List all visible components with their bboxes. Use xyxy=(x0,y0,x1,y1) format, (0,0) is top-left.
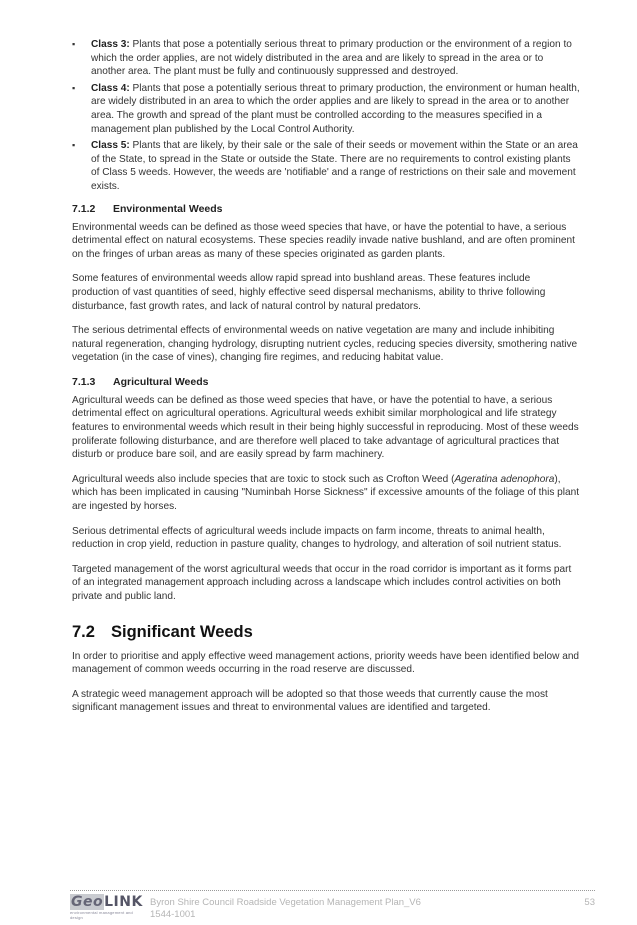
paragraph: A strategic weed management approach will be adopted so that those weeds that currently cause the most significant management issues and threat to environmental values are identified and targeted. xyxy=(72,688,548,714)
section-number: 7.2 xyxy=(72,622,95,641)
section-title: Significant Weeds xyxy=(111,622,253,641)
logo-wordmark xyxy=(70,894,143,910)
footer-document-info xyxy=(150,897,421,920)
section-title: Environmental Weeds xyxy=(113,202,223,215)
class-label: Class 3: xyxy=(91,39,130,50)
logo-tagline: environmental management and design xyxy=(70,910,133,920)
list-item xyxy=(72,38,580,79)
text-run: ), which has been implicated in causing "Numinbah Horse Sickness" if excessive amounts of the foliage of this plant are ingested by horses. xyxy=(72,473,580,513)
section-heading-agricultural-weeds xyxy=(72,376,580,389)
class-label: Class 4: xyxy=(91,82,130,94)
class-description: Plants that pose a potentially serious threat to primary production, the environment or human health, are widely distributed in an area to which the order applies and are likely to spread in the area or to another area. The growth and spread of the plant must be controlled according to the measures specified in a management plan published by the Local Control Authority. xyxy=(91,82,580,135)
section-heading-environmental-weeds xyxy=(72,203,580,216)
paragraph: The serious detrimental effects of environmental weeds on native vegetation are many and include inhibiting natural regeneration, changing hydrology, disrupting nutrient cycles, reducing species diversity, smothering native vegetation (in the case of vines), changing fire regimes, and reducing habitat value. xyxy=(72,325,578,364)
list-item xyxy=(72,82,580,136)
bullet-icon: ▪ xyxy=(72,82,76,93)
class-description: Plants that are likely, by their sale or the sale of their seeds or movement within the State or an area of the State, to spread in the State or outside the State. There are no requirements to control existing plants of Class 5 weeds. However, the weeds are 'notifiable' and a range of restrictions on their sale and movement exists. xyxy=(91,140,578,192)
bullet-icon: ▪ xyxy=(72,140,76,151)
page-number: 53 xyxy=(584,897,595,908)
bullet-icon: ▪ xyxy=(72,39,76,49)
paragraph xyxy=(72,473,580,514)
species-name: Ageratina adenophora xyxy=(454,473,555,485)
document-title: Byron Shire Council Roadside Vegetation Management Plan_V6 xyxy=(150,897,421,908)
weed-class-list xyxy=(72,38,580,194)
paragraph: Environmental weeds can be defined as those weed species that have, or have the potential to have, a serious detrimental effect on natural ecosystems. These species readily invade native bushland, and are often prominent on the fringes of urban areas as many of these species originated as garden plants. xyxy=(72,221,575,260)
section-heading-significant-weeds xyxy=(72,622,580,642)
paragraph: In order to prioritise and apply effective weed management actions, priority weeds have been identified below and management of common weeds occurring in the road reserve are discussed. xyxy=(72,650,580,676)
page-footer xyxy=(70,890,595,925)
paragraph: Serious detrimental effects of agricultural weeds include impacts on farm income, threats to animal health, reduction in crop yield, reduction in pasture quality, changes to hydrology, and alteration of soil nutrient status. xyxy=(72,525,562,551)
class-description: Plants that pose a potentially serious threat to primary production or the environment of a region to which the order applies, are not widely distributed in the area and are likely to spread in the area or to another area. The plant must be fully and continuously suppressed and destroyed. xyxy=(91,39,572,78)
logo-geo: Geo xyxy=(71,894,104,910)
document-page xyxy=(72,38,580,726)
paragraph: Some features of environmental weeds allow rapid spread into bushland areas. These features include production of vast quantities of seed, highly effective seed dispersal mechanisms, ability to thrive following disturbance, fast growth rates, and lack of natural control by natural predators. xyxy=(72,273,546,312)
paragraph: Targeted management of the worst agricultural weeds that occur in the road corridor is important as it forms part of an integrated management approach including across a landscape which includes control activities on both private and public land. xyxy=(72,563,572,602)
section-number: 7.1.2 xyxy=(72,202,96,215)
list-item xyxy=(72,139,580,193)
section-title: Agricultural Weeds xyxy=(113,375,209,388)
logo-link: LINK xyxy=(104,894,143,910)
text-run: Agricultural weeds also include species that are toxic to stock such as Crofton Weed ( xyxy=(72,473,455,485)
class-label: Class 5: xyxy=(91,140,130,152)
geolink-logo xyxy=(70,894,143,920)
section-number: 7.1.3 xyxy=(72,375,96,388)
paragraph: Agricultural weeds can be defined as those weed species that have, or have the potential to have, a serious detrimental effect on agricultural operations. Agricultural weeds exhibit similar morphological and life strategy features to environmental weeds which result in their being highly successful in reproducing. Most of these weeds proliferate following disturbance, and are therefore well placed to take advantage of agricultural practices that disturb or produce bare soil, and are easily spread by farm machinery. xyxy=(72,394,579,461)
document-number: 1544-1001 xyxy=(150,908,196,920)
